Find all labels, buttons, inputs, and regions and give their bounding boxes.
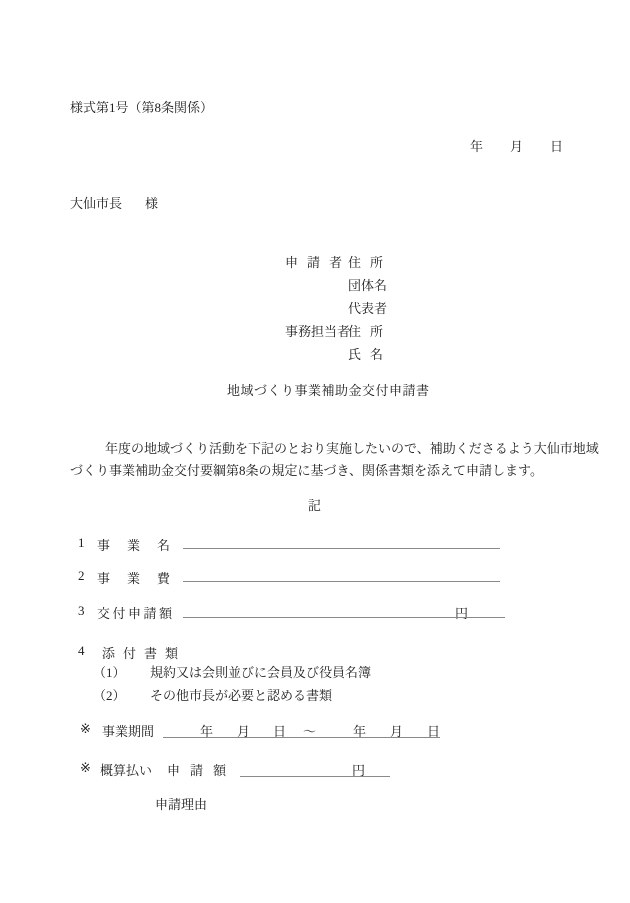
note2-asterisk-mark: ※ [80, 760, 91, 775]
subitem1-text: 規約又は会則並びに会員及び役員名簿 [150, 665, 372, 680]
clerk-name-label: 氏名 [348, 347, 393, 362]
date-month-label: 月 [510, 139, 524, 154]
clerk-address-label: 住所 [348, 324, 393, 339]
document-title: 地域づくり事業補助金交付申請書 [227, 383, 430, 398]
item4-number: 4 [78, 643, 85, 658]
clerk-label: 事務担当者 [285, 324, 351, 339]
note1-month1-label: 月 [237, 724, 251, 739]
item2-fill-line [183, 581, 500, 582]
subitem1-number: （1） [93, 665, 126, 680]
note2-yen-unit: 円 [352, 763, 366, 778]
item2-number: 2 [78, 568, 85, 583]
note1-year1-label: 年 [200, 724, 214, 739]
item1-fill-line [183, 548, 500, 549]
applicant-representative-label: 代表者 [348, 301, 388, 316]
ki-heading: 記 [308, 498, 322, 513]
applicant-label: 申請者 [285, 255, 352, 270]
form-number: 様式第1号（第8条関係） [70, 100, 214, 115]
note1-asterisk-mark: ※ [80, 721, 91, 736]
item3-yen-unit: 円 [455, 606, 469, 621]
addressee-name: 大仙市長 [70, 196, 123, 211]
subitem2-number: （2） [93, 688, 126, 703]
note1-tilde: ～ [303, 724, 317, 739]
note2-label: 概算払い [100, 763, 153, 778]
reason-label: 申請理由 [155, 797, 208, 812]
item3-label: 交付申請額 [97, 606, 175, 621]
item1-number: 1 [78, 535, 85, 550]
note2-fill-line [240, 776, 390, 777]
note1-month2-label: 月 [390, 724, 404, 739]
item3-number: 3 [78, 603, 85, 618]
item1-label: 事業名 [97, 538, 188, 553]
note1-day2-label: 日 [427, 724, 441, 739]
note1-year2-label: 年 [353, 724, 367, 739]
item4-label: 添付書類 [102, 646, 187, 661]
item2-label: 事業費 [97, 571, 188, 586]
note2-amount-label: 申請額 [167, 763, 237, 778]
addressee-line [70, 193, 158, 212]
item3-fill-line [183, 617, 505, 618]
note1-label: 事業期間 [102, 724, 155, 739]
addressee-honorific: 様 [145, 196, 159, 211]
note1-day1-label: 日 [273, 724, 287, 739]
date-year-label: 年 [470, 139, 484, 154]
applicant-address-label: 住所 [348, 255, 393, 270]
date-line [470, 136, 563, 155]
body-text-line1: 年度の地域づくり活動を下記のとおり実施したいので、補助くださるよう大仙市地域 [105, 441, 599, 456]
subitem2-text: その他市長が必要と認める書類 [150, 688, 333, 703]
applicant-group-name-label: 団体名 [348, 278, 388, 293]
body-text-line2: づくり事業補助金交付要綱第8条の規定に基づき、関係書類を添えて申請します。 [70, 463, 543, 478]
note1-fill-line [163, 737, 440, 738]
date-day-label: 日 [550, 139, 564, 154]
